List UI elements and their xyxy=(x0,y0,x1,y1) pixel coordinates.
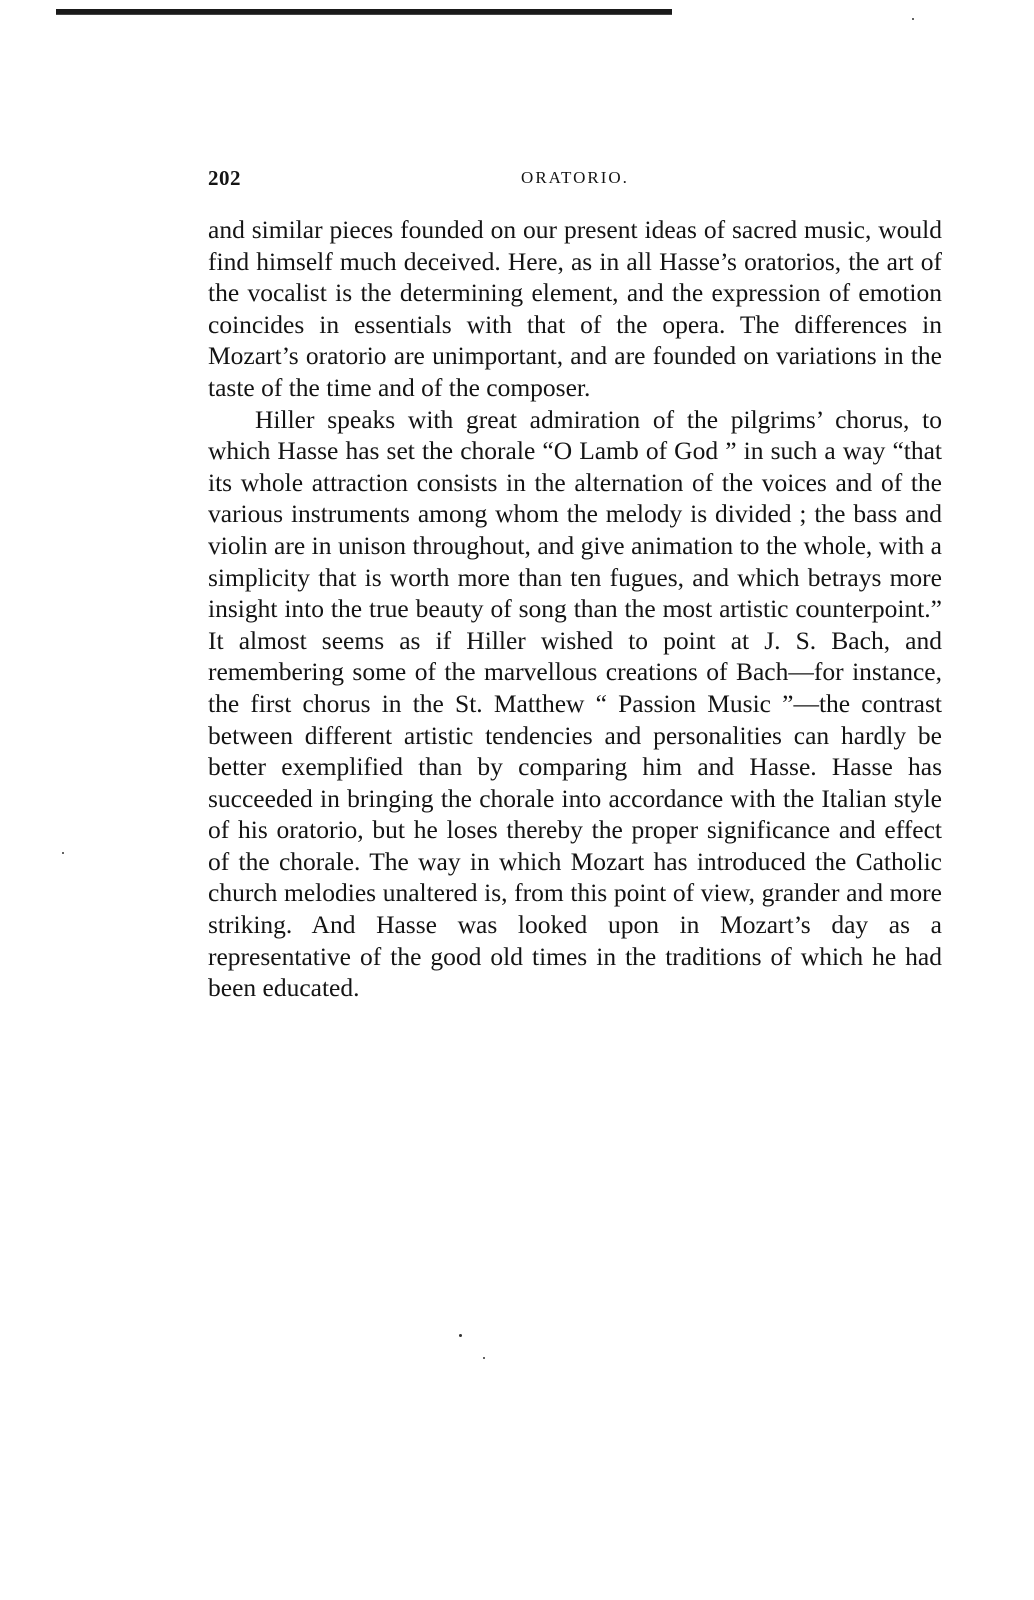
paragraph-hiller: Hiller speaks with great admiration of the pilgrims’ chorus, to which Hasse has set the chorale “O Lamb of God ” in such a way “that its whole attraction consists in the alternation of the voices and of the various instruments among whom the melody is divided ; the bass and violin are in unison throughout, and give animation to the whole, with a simplicity that is worth more than ten fugues, and which betrays more insight into the true beauty of song than the most artistic counterpoint.” It almost seems as if Hiller wished to point at J. S. Bach, and remembering some of the marvellous creations of Bach—for instance, the first chorus in the St. Matthew “ Passion Music ”—the contrast between different artistic tendencies and personalities can hardly be better exemplified than by comparing him and Hasse. Hasse has succeeded in bringing the chorale into accordance with the Italian style of his oratorio, but he loses thereby the proper significance and effect of the chorale. The way in which Mozart has introduced the Catholic church melodies unaltered is, from this point of view, grander and more striking. And Hasse was looked upon in Mozart’s day as a representative of the good old times in the traditions of which he had been educated. xyxy=(208,404,942,1003)
page-number: 202 xyxy=(208,166,241,190)
body-text xyxy=(208,214,942,1004)
scan-speck xyxy=(912,18,914,20)
running-title: ORATORIO. xyxy=(521,168,629,187)
running-header xyxy=(208,166,942,192)
paragraph-continued: and similar pieces founded on our present ideas of sacred music, would find himself much deceived. Here, as in all Hasse’s oratorios, the art of the vocalist is the determining element, and the expression of emotion coincides in essentials with that of the opera. The differences in Mozart’s oratorio are unimportant, and are founded on variations in the taste of the time and of the composer. xyxy=(208,215,942,402)
scan-speck xyxy=(62,852,64,854)
scan-edge-rule-thin xyxy=(56,14,672,15)
scan-speck xyxy=(459,1334,462,1337)
scan-speck xyxy=(483,1357,485,1359)
